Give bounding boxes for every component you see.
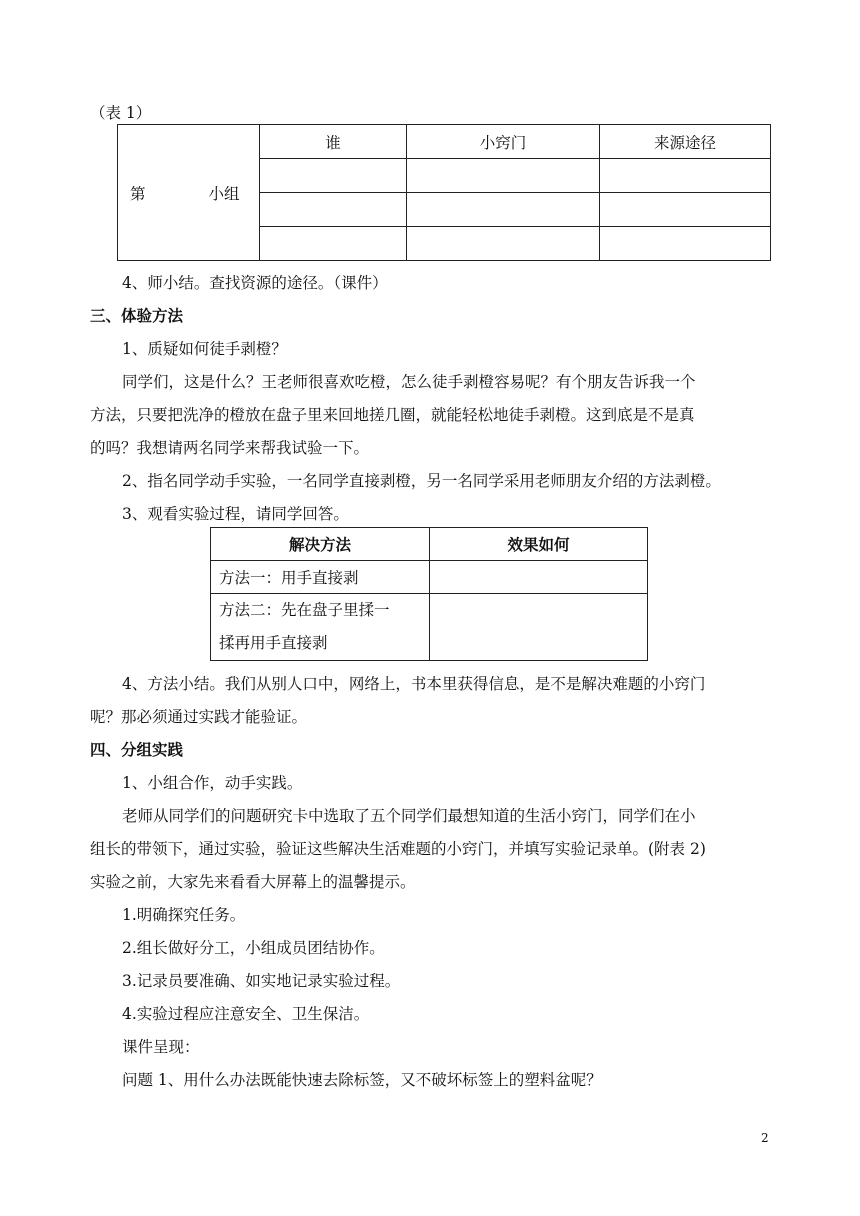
- paragraph: 实验之前，大家先来看看大屏幕上的温馨提示。: [90, 873, 416, 891]
- table-cell: [430, 594, 648, 661]
- paragraph: 1、质疑如何徒手剥橙？: [122, 340, 287, 358]
- table-cell: [407, 227, 600, 261]
- header-source: 来源途径: [600, 125, 771, 159]
- header-tip: 小窍门: [407, 125, 600, 159]
- table-cell: [600, 227, 771, 261]
- table-cell: [430, 561, 648, 594]
- group-label-cell: [118, 125, 260, 261]
- method-one-cell: 方法一：用手直接剥: [211, 561, 430, 594]
- paragraph: 方法，只要把洗净的橙放在盘子里来回地搓几圈，就能轻松地徒手剥橙。这到底是不是真: [90, 406, 695, 424]
- table1: [117, 124, 771, 261]
- table-cell: [260, 193, 407, 227]
- header-effect: 效果如何: [430, 528, 648, 561]
- tip-item: 3.记录员要准确、如实地记录实验过程。: [122, 972, 401, 990]
- group-label-suffix: 小组: [208, 184, 240, 203]
- section-heading-4: 四、分组实践: [90, 740, 184, 759]
- paragraph: 呢？那必须通过实践才能验证。: [90, 708, 308, 726]
- paragraph: 老师从同学们的问题研究卡中选取了五个同学们最想知道的生活小窍门，同学们在小: [122, 807, 696, 825]
- paragraph: 组长的带领下，通过实验，验证这些解决生活难题的小窍门，并填写实验记录单。(附表 2): [90, 840, 706, 858]
- table-cell: [407, 159, 600, 193]
- method-two-line1: 方法二：先在盘子里揉一: [219, 601, 390, 619]
- header-method: 解决方法: [211, 528, 430, 561]
- table-cell: [260, 159, 407, 193]
- tip-item: 4.实验过程应注意安全、卫生保洁。: [122, 1005, 370, 1023]
- paragraph: 课件呈现：: [122, 1038, 200, 1056]
- header-who: 谁: [260, 125, 407, 159]
- tip-item: 1.明确探究任务。: [122, 906, 246, 924]
- paragraph: 2、指名同学动手实验，一名同学直接剥橙，另一名同学采用老师朋友介绍的方法剥橙。: [122, 472, 721, 490]
- paragraph: 的吗？我想请两名同学来帮我试验一下。: [90, 439, 370, 457]
- table-cell: [600, 159, 771, 193]
- table-cell: [260, 227, 407, 261]
- method-two-line2: 揉再用手直接剥: [219, 634, 328, 652]
- paragraph: 同学们，这是什么？王老师很喜欢吃橙，怎么徒手剥橙容易呢？有个朋友告诉我一个: [122, 373, 696, 391]
- table2: [210, 527, 648, 661]
- table-cell: [407, 193, 600, 227]
- section-heading-3: 三、体验方法: [90, 306, 184, 325]
- page-number: 2: [761, 1131, 769, 1145]
- tip-item: 2.组长做好分工，小组成员团结协作。: [122, 939, 385, 957]
- method-two-cell: [211, 594, 430, 661]
- paragraph: 4、师小结。查找资源的途径。（课件）: [122, 274, 388, 292]
- paragraph: 4、方法小结。我们从别人口中，网络上，书本里获得信息，是不是解决难题的小窍门: [122, 675, 706, 693]
- paragraph: 1、小组合作，动手实践。: [122, 774, 303, 792]
- paragraph: 问题 1、用什么办法既能快速去除标签，又不破坏标签上的塑料盆呢？: [122, 1071, 602, 1089]
- paragraph: 3、观看实验过程，请同学回答。: [122, 505, 349, 523]
- table1-caption: （表 1）: [90, 104, 152, 122]
- group-label-prefix: 第: [130, 184, 146, 203]
- table-cell: [600, 193, 771, 227]
